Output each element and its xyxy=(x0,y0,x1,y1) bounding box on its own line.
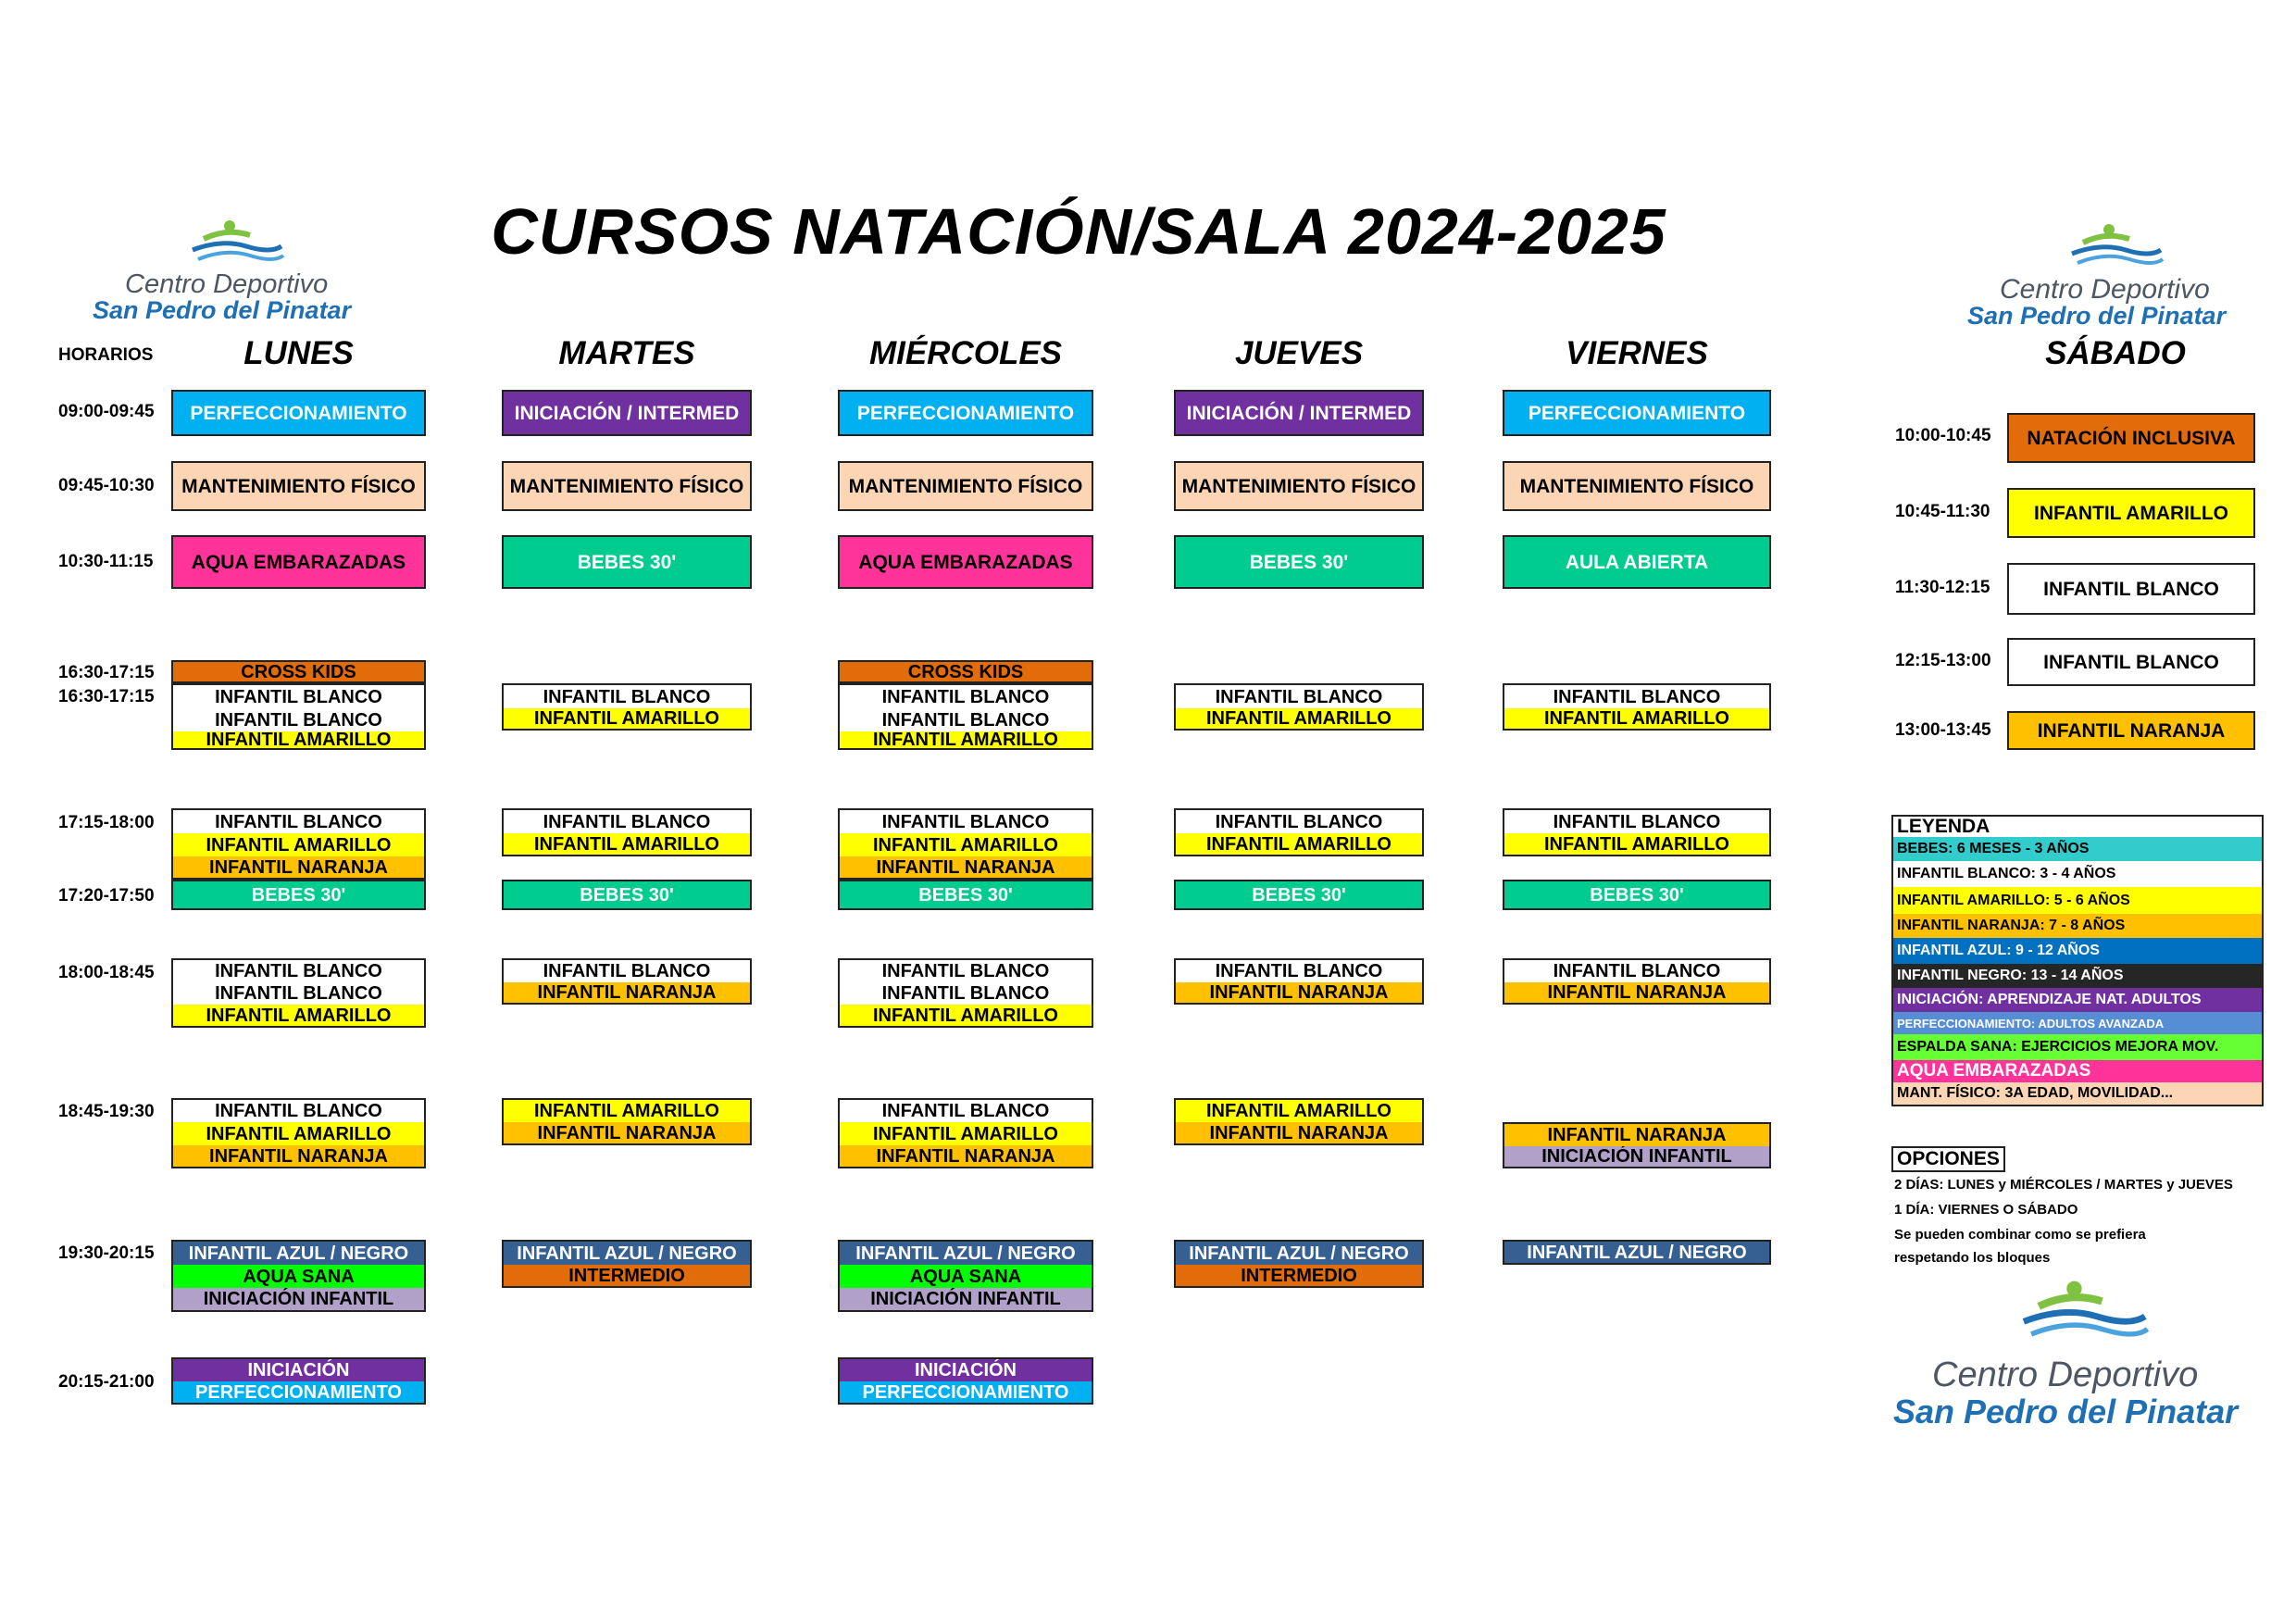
class-label: INFANTIL BLANCO xyxy=(1176,960,1422,982)
day-miercoles: MIÉRCOLES xyxy=(868,335,1063,371)
class-slot[interactable] xyxy=(1503,808,1771,856)
class-label: PERFECCIONAMIENTO xyxy=(173,392,424,434)
class-label: INFANTIL AZUL / NEGRO xyxy=(840,1242,1092,1265)
time-label: 16:30-17:15 xyxy=(58,687,155,706)
class-label: INFANTIL BLANCO xyxy=(504,960,750,982)
time-label: 10:45-11:30 xyxy=(1895,502,1990,521)
class-slot[interactable] xyxy=(838,461,1093,511)
legend xyxy=(1891,815,2264,1106)
class-label: BEBES 30' xyxy=(1504,881,1769,908)
class-label: INFANTIL AMARILLO xyxy=(840,731,1092,748)
class-label: INFANTIL AMARILLO xyxy=(504,1100,750,1122)
class-slot[interactable] xyxy=(1503,958,1771,1005)
class-slot[interactable] xyxy=(1503,390,1771,436)
class-label: BEBES 30' xyxy=(1176,881,1422,908)
class-slot[interactable] xyxy=(171,958,426,1028)
class-label: MANTENIMIENTO FÍSICO xyxy=(1504,463,1769,509)
class-label: BEBES 30' xyxy=(173,881,424,908)
legend-item: INFANTIL NARANJA: 7 - 8 AÑOS xyxy=(1893,914,2262,938)
class-label: NATACIÓN INCLUSIVA xyxy=(2009,415,2253,461)
class-label: CROSS KIDS xyxy=(173,662,424,681)
class-slot[interactable] xyxy=(2007,638,2255,686)
day-jueves: JUEVES xyxy=(1234,335,1364,371)
time-label: 17:15-18:00 xyxy=(58,813,155,832)
class-label: INFANTIL NARANJA xyxy=(1176,982,1422,1003)
legend-item: INFANTIL NEGRO: 13 - 14 AÑOS xyxy=(1893,964,2262,988)
class-slot[interactable] xyxy=(1503,461,1771,511)
class-label: INICIACIÓN / INTERMED xyxy=(1176,392,1422,434)
class-slot[interactable] xyxy=(171,1098,426,1168)
class-slot[interactable] xyxy=(2007,563,2255,615)
class-label: INFANTIL BLANCO xyxy=(1504,685,1769,708)
class-slot[interactable] xyxy=(1503,1122,1771,1168)
class-slot[interactable] xyxy=(1174,1240,1424,1288)
class-label: INFANTIL AMARILLO xyxy=(840,1005,1092,1026)
class-label: PERFECCIONAMIENTO xyxy=(840,392,1092,434)
class-label: INFANTIL BLANCO xyxy=(840,1100,1092,1122)
class-slot[interactable] xyxy=(838,390,1093,436)
class-slot[interactable] xyxy=(502,461,752,511)
class-slot[interactable] xyxy=(1174,390,1424,436)
class-slot[interactable] xyxy=(171,535,426,589)
class-label: BEBES 30' xyxy=(840,881,1092,908)
swimmer-logo-icon xyxy=(2065,222,2166,269)
time-label: 18:00-18:45 xyxy=(58,963,155,982)
options-line: Se pueden combinar como se prefiera xyxy=(1894,1227,2146,1243)
class-label: INFANTIL BLANCO xyxy=(840,982,1092,1005)
logo-bottom-right xyxy=(1889,1278,2277,1435)
legend-item: INFANTIL AZUL: 9 - 12 AÑOS xyxy=(1893,938,2262,964)
class-label: CROSS KIDS xyxy=(840,662,1092,681)
class-label: INFANTIL BLANCO xyxy=(1176,685,1422,708)
options-line: 2 DÍAS: LUNES y MIÉRCOLES / MARTES y JUEVES xyxy=(1894,1177,2233,1193)
class-label: INTERMEDIO xyxy=(1176,1265,1422,1286)
class-slot[interactable] xyxy=(1174,958,1424,1005)
class-label: INFANTIL NARANJA xyxy=(840,856,1092,878)
class-label: INFANTIL BLANCO xyxy=(173,1100,424,1122)
class-label: INFANTIL NARANJA xyxy=(173,1145,424,1167)
class-label: INFANTIL AMARILLO xyxy=(504,708,750,729)
class-label: INFANTIL BLANCO xyxy=(840,960,1092,982)
class-slot[interactable] xyxy=(1174,535,1424,589)
class-label: INFANTIL NARANJA xyxy=(504,982,750,1003)
class-label: MANTENIMIENTO FÍSICO xyxy=(1176,463,1422,509)
class-label: INICIACIÓN INFANTIL xyxy=(1504,1146,1769,1167)
class-label: AULA ABIERTA xyxy=(1504,537,1769,587)
logo-top-left xyxy=(93,219,389,324)
day-viernes: VIERNES xyxy=(1566,335,1708,371)
class-label: INFANTIL NARANJA xyxy=(504,1122,750,1143)
class-label: INFANTIL BLANCO xyxy=(1504,960,1769,982)
class-label: INFANTIL AMARILLO xyxy=(1176,708,1422,729)
class-label: INFANTIL AZUL / NEGRO xyxy=(173,1242,424,1265)
class-slot[interactable] xyxy=(1503,1240,1771,1265)
class-label: INFANTIL NARANJA xyxy=(1504,1124,1769,1146)
class-label: INFANTIL AZUL / NEGRO xyxy=(1176,1242,1422,1265)
legend-item: MANT. FÍSICO: 3A EDAD, MOVILIDAD... xyxy=(1893,1082,2262,1105)
class-slot[interactable] xyxy=(502,880,752,910)
class-label: AQUA SANA xyxy=(840,1265,1092,1288)
class-slot[interactable] xyxy=(838,683,1093,750)
class-label: INICIACIÓN / INTERMED xyxy=(504,392,750,434)
class-label: INICIACIÓN xyxy=(173,1359,424,1381)
class-label: INFANTIL AZUL / NEGRO xyxy=(504,1242,750,1265)
class-label: INICIACIÓN INFANTIL xyxy=(173,1288,424,1310)
class-slot[interactable] xyxy=(2007,488,2255,538)
options-title: OPCIONES xyxy=(1891,1146,2005,1172)
legend-item: INFANTIL AMARILLO: 5 - 6 AÑOS xyxy=(1893,887,2262,914)
class-label: INFANTIL BLANCO xyxy=(840,708,1092,731)
class-label: INFANTIL BLANCO xyxy=(1176,810,1422,833)
class-slot[interactable] xyxy=(502,390,752,436)
day-sabado: SÁBADO xyxy=(2045,335,2186,371)
class-label: INFANTIL BLANCO xyxy=(173,810,424,833)
legend-title: LEYENDA xyxy=(1893,817,2262,837)
class-label: PERFECCIONAMIENTO xyxy=(173,1381,424,1403)
class-slot[interactable] xyxy=(1174,880,1424,910)
class-label: INFANTIL AMARILLO xyxy=(2009,490,2253,536)
day-lunes: LUNES xyxy=(243,335,354,371)
class-label: MANTENIMIENTO FÍSICO xyxy=(504,463,750,509)
logo-line2: San Pedro del Pinatar xyxy=(1893,1393,2239,1430)
class-label: INFANTIL NARANJA xyxy=(840,1145,1092,1167)
time-label: 09:00-09:45 xyxy=(58,402,155,421)
logo-line1: Centro Deportivo xyxy=(2000,274,2210,305)
legend-item: PERFECCIONAMIENTO: ADULTOS AVANZADA xyxy=(1893,1012,2262,1034)
class-label: INFANTIL BLANCO xyxy=(504,810,750,833)
class-slot[interactable] xyxy=(2007,711,2255,750)
class-slot[interactable] xyxy=(838,660,1093,683)
class-label: BEBES 30' xyxy=(504,537,750,587)
class-label: INFANTIL AMARILLO xyxy=(1504,833,1769,855)
legend-item: ESPALDA SANA: EJERCICIOS MEJORA MOV. xyxy=(1893,1034,2262,1060)
class-label: INFANTIL AMARILLO xyxy=(173,833,424,856)
logo-line1: Centro Deportivo xyxy=(1932,1355,2199,1394)
class-label: INFANTIL NARANJA xyxy=(1176,1122,1422,1143)
class-slot[interactable] xyxy=(2007,413,2255,463)
class-slot[interactable] xyxy=(171,461,426,511)
class-slot[interactable] xyxy=(1174,808,1424,856)
logo-line2: San Pedro del Pinatar xyxy=(1967,302,2227,329)
class-slot[interactable] xyxy=(838,808,1093,880)
class-slot[interactable] xyxy=(171,1357,426,1405)
class-label: INFANTIL BLANCO xyxy=(173,685,424,708)
legend-item: BEBES: 6 MESES - 3 AÑOS xyxy=(1893,837,2262,861)
class-slot[interactable] xyxy=(1503,880,1771,910)
class-label: INFANTIL AMARILLO xyxy=(173,1005,424,1026)
class-slot[interactable] xyxy=(171,390,426,436)
class-label: INFANTIL BLANCO xyxy=(173,960,424,982)
class-slot[interactable] xyxy=(1174,683,1424,731)
class-label: AQUA SANA xyxy=(173,1265,424,1288)
class-slot[interactable] xyxy=(502,535,752,589)
class-label: INTERMEDIO xyxy=(504,1265,750,1286)
swimmer-logo-icon xyxy=(185,219,287,265)
logo-line1: Centro Deportivo xyxy=(125,269,329,299)
class-slot[interactable] xyxy=(838,535,1093,589)
class-label: BEBES 30' xyxy=(504,881,750,908)
class-label: INFANTIL BLANCO xyxy=(173,708,424,731)
swimmer-logo-icon xyxy=(2014,1278,2152,1343)
class-label: INFANTIL AMARILLO xyxy=(173,731,424,748)
class-label: MANTENIMIENTO FÍSICO xyxy=(173,463,424,509)
class-slot[interactable] xyxy=(838,1240,1093,1312)
class-slot[interactable] xyxy=(1503,535,1771,589)
class-label: INFANTIL AMARILLO xyxy=(1176,833,1422,855)
time-label: 09:45-10:30 xyxy=(58,476,155,495)
class-label: INFANTIL BLANCO xyxy=(2009,640,2253,684)
class-label: INFANTIL AMARILLO xyxy=(1176,1100,1422,1122)
class-label: INFANTIL NARANJA xyxy=(2009,713,2253,748)
time-label: 19:30-20:15 xyxy=(58,1243,155,1263)
class-label: PERFECCIONAMIENTO xyxy=(1504,392,1769,434)
class-label: INFANTIL AMARILLO xyxy=(504,833,750,855)
class-slot[interactable] xyxy=(838,880,1093,910)
horarios-label: HORARIOS xyxy=(58,345,154,365)
class-label: PERFECCIONAMIENTO xyxy=(840,1381,1092,1403)
page-title: CURSOS NATACIÓN/SALA 2024-2025 xyxy=(491,195,1666,268)
class-label: BEBES 30' xyxy=(1176,537,1422,587)
class-label: AQUA EMBARAZADAS xyxy=(173,537,424,587)
class-label: INFANTIL AZUL / NEGRO xyxy=(1504,1242,1769,1263)
time-label: 13:00-13:45 xyxy=(1895,720,1991,740)
class-slot[interactable] xyxy=(502,808,752,856)
class-label: INFANTIL BLANCO xyxy=(504,685,750,708)
class-slot[interactable] xyxy=(171,808,426,880)
class-label: INICIACIÓN xyxy=(840,1359,1092,1381)
legend-item: INICIACIÓN: APRENDIZAJE NAT. ADULTOS xyxy=(1893,988,2262,1012)
class-label: MANTENIMIENTO FÍSICO xyxy=(840,463,1092,509)
legend-item: INFANTIL BLANCO: 3 - 4 AÑOS xyxy=(1893,861,2262,887)
class-label: INFANTIL AMARILLO xyxy=(1504,708,1769,729)
class-label: INFANTIL AMARILLO xyxy=(840,833,1092,856)
class-label: INFANTIL NARANJA xyxy=(173,856,424,878)
class-slot[interactable] xyxy=(502,1098,752,1145)
class-slot[interactable] xyxy=(1503,683,1771,731)
class-label: INFANTIL BLANCO xyxy=(840,810,1092,833)
day-martes: MARTES xyxy=(558,335,695,371)
time-label: 18:45-19:30 xyxy=(58,1102,155,1121)
time-label: 12:15-13:00 xyxy=(1895,651,1991,670)
class-slot[interactable] xyxy=(1174,1098,1424,1145)
class-slot[interactable] xyxy=(171,1240,426,1312)
class-label: INFANTIL BLANCO xyxy=(2009,565,2253,613)
options-line: respetando los bloques xyxy=(1894,1250,2051,1266)
class-label: INFANTIL BLANCO xyxy=(1504,810,1769,833)
legend-item: AQUA EMBARAZADAS xyxy=(1893,1060,2262,1082)
class-label: AQUA EMBARAZADAS xyxy=(840,537,1092,587)
time-label: 16:30-17:15 xyxy=(58,663,155,682)
class-slot[interactable] xyxy=(838,1357,1093,1405)
class-slot[interactable] xyxy=(502,958,752,1005)
class-slot[interactable] xyxy=(502,683,752,731)
time-label: 11:30-12:15 xyxy=(1895,578,1990,597)
logo-top-right xyxy=(1963,222,2268,329)
class-label: INFANTIL AMARILLO xyxy=(840,1122,1092,1145)
class-label: INFANTIL BLANCO xyxy=(173,982,424,1005)
class-label: INFANTIL AMARILLO xyxy=(173,1122,424,1145)
time-label: 20:15-21:00 xyxy=(58,1372,155,1392)
logo-line2: San Pedro del Pinatar xyxy=(93,296,352,324)
class-slot[interactable] xyxy=(838,958,1093,1028)
class-slot[interactable] xyxy=(1174,461,1424,511)
class-label: INFANTIL BLANCO xyxy=(840,685,1092,708)
time-label: 17:20-17:50 xyxy=(58,886,155,906)
options-line: 1 DÍA: VIERNES O SÁBADO xyxy=(1894,1202,2078,1218)
class-slot[interactable] xyxy=(502,1240,752,1288)
time-label: 10:30-11:15 xyxy=(58,552,154,571)
time-label: 10:00-10:45 xyxy=(1895,426,1991,445)
class-label: INICIACIÓN INFANTIL xyxy=(840,1288,1092,1310)
class-slot[interactable] xyxy=(838,1098,1093,1168)
class-label: INFANTIL NARANJA xyxy=(1504,982,1769,1003)
class-slot[interactable] xyxy=(171,660,426,683)
class-slot[interactable] xyxy=(171,683,426,750)
class-slot[interactable] xyxy=(171,880,426,910)
